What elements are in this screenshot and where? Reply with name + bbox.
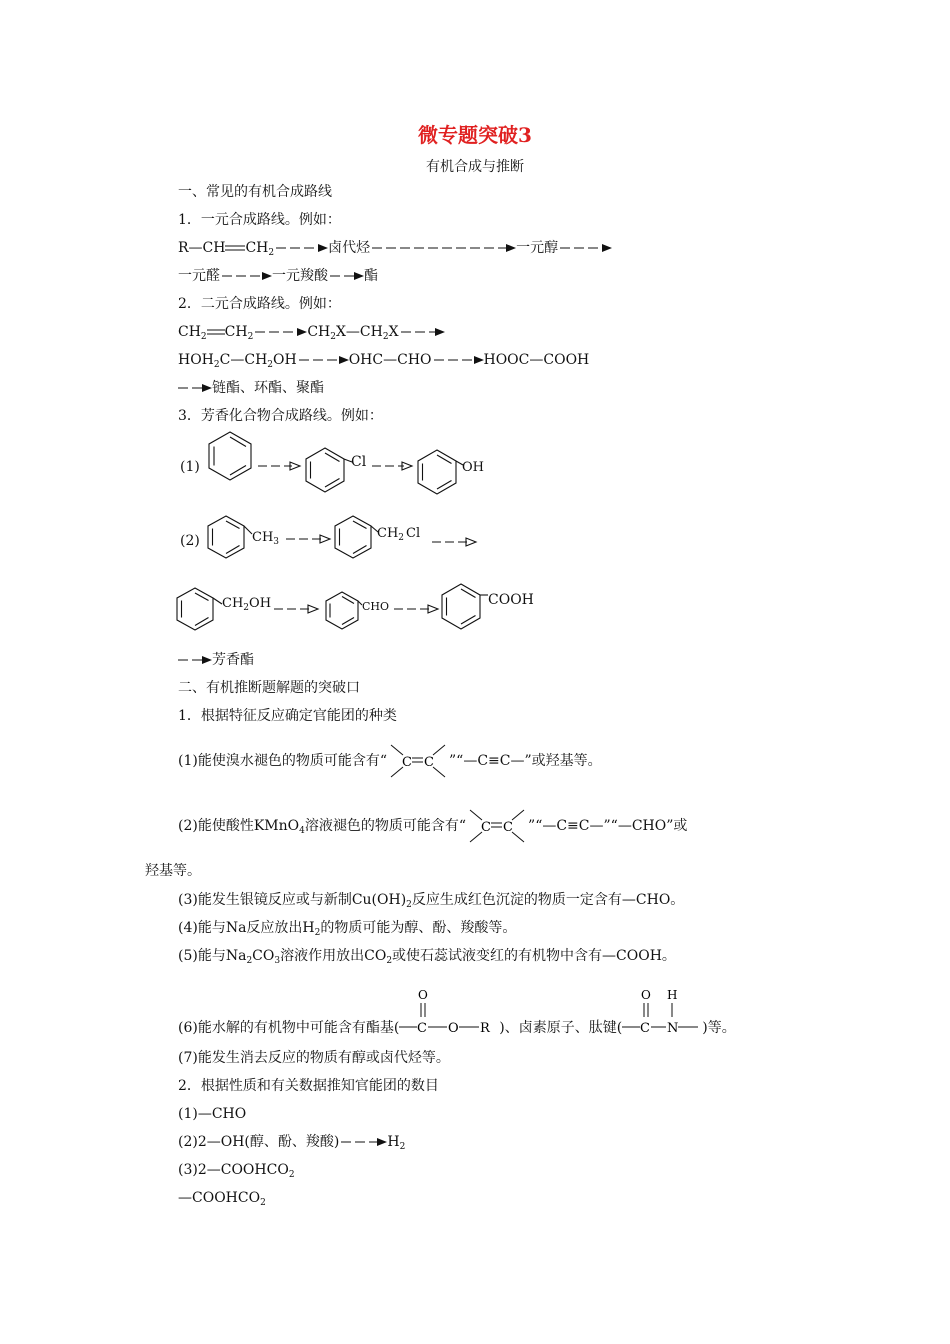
- section-2-heading: 二、有机推断题解题的突破口: [178, 680, 360, 696]
- benzyl-chloride-ring-icon: [335, 516, 378, 558]
- svg-text:O: O: [418, 988, 429, 1002]
- benzoic-acid-ring-icon: [442, 584, 488, 629]
- arrow-icon: [370, 243, 516, 253]
- svg-text:C: C: [503, 820, 513, 835]
- aromatic-route-1-diagram: [200, 428, 500, 500]
- arrow-icon: [178, 655, 212, 665]
- clue-1-item-3: (3)能发生银镜反应或与新制$Cu(OH)_2$反应生成红色沉淀的物质一定含有—CHO。: [178, 892, 685, 910]
- arrow-icon: [220, 271, 272, 281]
- arrow-icon: [253, 327, 307, 337]
- group-ch3: $CH_3$: [252, 530, 280, 547]
- arrow-icon: [297, 355, 349, 365]
- clue-1-item-2: (2)能使酸性KMnO$_4$溶液褪色的物质可能含有“ C C ”“—C≡C—”“—CHO”或: [178, 817, 687, 840]
- section-1-heading: 一、常见的有机合成路线: [178, 184, 332, 200]
- arrow-icon: [399, 327, 445, 337]
- benzaldehyde-ring-icon: [326, 592, 362, 629]
- aromatic-route-2-diagram-a: [200, 508, 500, 574]
- route-1-line-b: 一元醛 一元羧酸 酯: [178, 268, 378, 284]
- route-3-label-1: (1): [180, 459, 200, 475]
- chlorobenzene-ring-icon: [306, 448, 352, 492]
- arrow-icon: [558, 243, 612, 253]
- svg-text:C: C: [417, 1021, 428, 1036]
- svg-text:H: H: [667, 988, 678, 1002]
- route-2-line-a: $CH_2$ $CH_2$ $CH_2X—CH_2X$: [178, 323, 445, 346]
- page-title: 微专题突破3: [418, 123, 532, 147]
- page-subtitle: 有机合成与推断: [426, 159, 524, 175]
- arrow-icon: [274, 605, 318, 613]
- amide-bond-structure: [622, 987, 702, 1037]
- route-2-line-c: 链酯、环酯、聚酯: [178, 379, 324, 397]
- group-cho: CHO: [362, 600, 390, 613]
- arrow-icon: [372, 462, 412, 470]
- arrow-icon: [286, 535, 330, 543]
- arrow-icon: [274, 243, 328, 253]
- route-2-heading: 2．二元合成路线。例如：: [178, 296, 341, 312]
- svg-text:O: O: [448, 1021, 459, 1036]
- aromatic-route-2-diagram-b: [172, 578, 552, 644]
- svg-text:N: N: [667, 1021, 679, 1036]
- route-2-line-b: $HOH_2C—CH_2OH$ OHC—CHO HOOC—COOH: [178, 352, 590, 370]
- svg-text:C: C: [402, 755, 412, 770]
- route-1-line-a: R—CH $CH_2$ 卤代烃 一元醇: [178, 239, 612, 262]
- svg-text:O: O: [641, 988, 652, 1002]
- arrow-icon: [178, 383, 212, 393]
- benzyl-alcohol-ring-icon: [177, 588, 222, 630]
- arrow-icon: [432, 538, 476, 546]
- group-ch2oh: $CH_2OH$: [222, 596, 272, 613]
- arrow-icon: [258, 462, 300, 470]
- arrow-icon: [339, 1137, 387, 1147]
- svg-text:C: C: [424, 755, 434, 770]
- clue-1-item-4: (4)能与Na反应放出$H_2$的物质可能为醇、酚、羧酸等。: [178, 920, 517, 938]
- clue-2-item-1: (1)—CHO: [178, 1106, 247, 1122]
- group-cl: Cl: [351, 454, 367, 470]
- route-3-label-2: (2): [180, 533, 200, 549]
- route-1-heading: 1．一元合成路线。例如：: [178, 212, 341, 228]
- clue-2-item-4: $—COOHCO_2$: [178, 1190, 266, 1208]
- clue-1-item-7: (7)能发生消去反应的物质有醇或卤代烃等。: [178, 1050, 450, 1066]
- ester-group-structure: [399, 987, 499, 1037]
- toluene-ring-icon: [208, 516, 252, 558]
- svg-text:C: C: [640, 1021, 651, 1036]
- arrow-icon: [394, 605, 438, 613]
- clue-1-item-1: (1)能使溴水褪色的物质可能含有“ C C ”“—C≡C—”或羟基等。: [178, 752, 602, 770]
- group-cooh: COOH: [488, 592, 534, 608]
- clue-1-item-2-continued: 羟基等。: [145, 863, 201, 879]
- group-ch2cl: $CH_2$ Cl: [377, 526, 421, 543]
- alkene-structure: [466, 806, 528, 846]
- clue-1-item-5: (5)能与$Na_2CO_3$溶液作用放出$CO_2$或使石蕊试液变红的有机物中含有—COOH。: [178, 948, 676, 966]
- route-3-heading: 3．芳香化合物合成路线。例如：: [178, 408, 383, 424]
- svg-text:C: C: [481, 820, 491, 835]
- clue-2-heading: 2．根据性质和有关数据推知官能团的数目: [178, 1078, 439, 1094]
- arrow-icon: [328, 271, 364, 281]
- group-oh: OH: [462, 460, 484, 475]
- svg-text:R: R: [480, 1021, 491, 1036]
- alkene-structure: [387, 741, 449, 781]
- clue-2-item-2: (2)2—OH(醇、酚、羧酸) $H_2$: [178, 1134, 406, 1152]
- clue-2-item-3: $(3)2—COOHCO_2$: [178, 1162, 295, 1180]
- benzene-ring-icon: [209, 432, 251, 480]
- arrow-icon: [432, 355, 484, 365]
- phenol-ring-icon: [418, 450, 463, 494]
- clue-1-heading: 1．根据特征反应确定官能团的种类: [178, 708, 397, 724]
- clue-1-item-6: (6)能水解的有机物中可能含有酯基( O C O R )、卤素原子、肽键( O C H N )等。: [178, 988, 736, 1036]
- route-3-end: 芳香酯: [178, 651, 254, 669]
